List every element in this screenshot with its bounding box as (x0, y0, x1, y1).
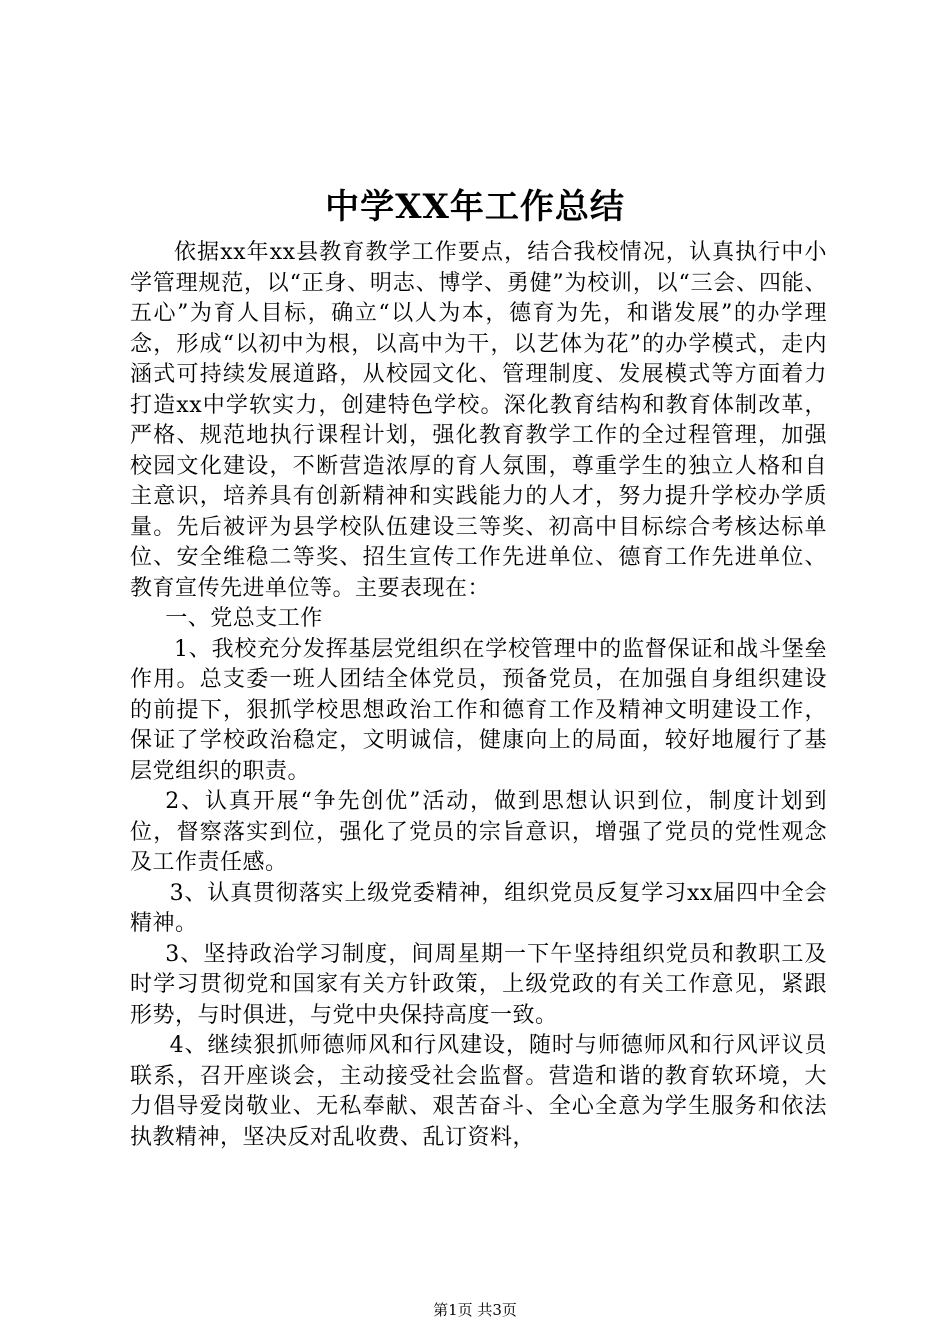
document-body (130, 238, 827, 1153)
document-title: 中学XX年工作总结 (325, 187, 625, 227)
paragraph-item-4: 4、继续狠抓师德师风和行风建设，随时与师德师风和行风评议员联系，召开座谈会，主动接受社会监督。营造和谐的教育软环境，大力倡导爱岗敬业、无私奉献、艰苦奋斗、全心全意为学生服务和依法执教精神，坚决反对乱收费、乱订资料， (130, 1033, 827, 1150)
paragraph-item-3a: 3、认真贯彻落实上级党委精神，组织党员反复学习xx届四中全会精神。 (130, 880, 827, 936)
section-heading-party-branch: 一、党总支工作 (165, 606, 323, 631)
paragraph-item-2: 2、认真开展“争先创优”活动，做到思想认识到位，制度计划到位，督察落实到位，强化了党员的宗旨意识，增强了党员的党性观念及工作责任感。 (130, 789, 827, 875)
page-footer: 第1页 共3页 (433, 1301, 517, 1319)
paragraph-item-3b: 3、坚持政治学习制度，间周星期一下午坚持组织党员和教职工及时学习贯彻党和国家有关方针政策，上级党政的有关工作意见，紧跟形势，与时俱进，与党中央保持高度一致。 (130, 941, 827, 1028)
paragraph-intro: 依据xx年xx县教育教学工作要点，结合我校情况，认真执行中小学管理规范，以“正身、明志、博学、勇健”为校训，以“三会、四能、五心”为育人目标，确立“以人为本，德育为先，和谐发展”的办学理念，形成“以初中为根，以高中为干，以艺体为花”的办学模式，走内涵式可持续发展道路，从校园文化、管理制度、发展模式等方面着力打造xx中学软实力，创建特色学校。深化教育结构和教育体制改革，严格、规范地执行课程计划，强化教育教学工作的全过程管理，加强校园文化建设，不断营造浓厚的育人氛围，尊重学生的独立人格和自主意识，培养具有创新精神和实践能力的人才，努力提升学校办学质量。先后被评为县学校队伍建设三等奖、初高中目标综合考核达标单位、安全维稳二等奖、招生宣传工作先进单位、德育工作先进单位、教育宣传先进单位等。主要表现在： (130, 240, 827, 601)
paragraph-item-1: 1、我校充分发挥基层党组织在学校管理中的监督保证和战斗堡垒作用。总支委一班人团结全体党员，预备党员，在加强自身组织建设的前提下，狠抓学校思想政治工作和德育工作及精神文明建设工作，保证了学校政治稳定，文明诚信，健康向上的局面，较好地履行了基层党组织的职责。 (130, 636, 827, 784)
